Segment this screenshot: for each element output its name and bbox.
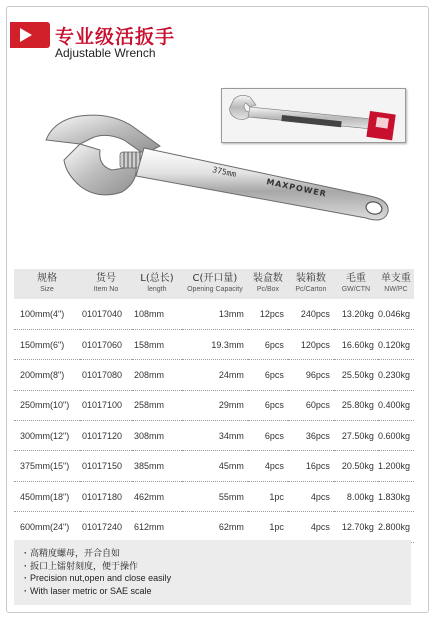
table-cell: 01017060 — [80, 329, 132, 359]
table-cell: 258mm — [132, 390, 182, 420]
column-header — [334, 269, 378, 299]
table-cell: 96pcs — [288, 360, 334, 390]
table-cell: 200mm(8") — [14, 360, 80, 390]
features-panel — [14, 540, 411, 605]
table-cell: 25.80kg — [334, 390, 378, 420]
table-row — [14, 390, 414, 420]
table-row — [14, 329, 414, 359]
table-cell: 16pcs — [288, 451, 334, 481]
table-cell: 450mm(18") — [14, 481, 80, 511]
table-cell: 0.400kg — [378, 390, 414, 420]
column-header-cn: 规格 — [36, 273, 57, 284]
table-cell: 100mm(4") — [14, 299, 80, 329]
table-row — [14, 421, 414, 451]
table-cell: 300mm(12") — [14, 421, 80, 451]
table-cell: 6pcs — [248, 329, 288, 359]
table-cell: 12pcs — [248, 299, 288, 329]
table-cell: 13.20kg — [334, 299, 378, 329]
bullet-icon: · — [24, 585, 27, 596]
table-cell: 16.60kg — [334, 329, 378, 359]
table-cell: 01017100 — [80, 390, 132, 420]
table-cell: 0.230kg — [378, 360, 414, 390]
feature-text: 高精度螺母，开合自如 — [30, 548, 121, 558]
feature-text: Precision nut,open and close easily — [30, 573, 172, 583]
table-cell: 8.00kg — [334, 481, 378, 511]
bullet-icon: · — [24, 560, 27, 571]
table-cell: 250mm(10") — [14, 390, 80, 420]
table-cell: 1pc — [248, 481, 288, 511]
table-cell: 150mm(6") — [14, 329, 80, 359]
column-header-en: NW/PC — [384, 286, 408, 293]
table-cell: 12.70kg — [334, 512, 378, 542]
table-cell: 240pcs — [288, 299, 334, 329]
table-cell: 34mm — [182, 421, 248, 451]
table-cell: 375mm(15") — [14, 451, 80, 481]
spec-table — [14, 269, 414, 543]
feature-text: 扳口上镭射刻度，便于操作 — [30, 560, 139, 571]
table-cell: 4pcs — [288, 481, 334, 511]
table-cell: 01017040 — [80, 299, 132, 329]
column-header-cn: L(总长) — [140, 273, 174, 284]
table-cell: 01017080 — [80, 360, 132, 390]
table-cell: 24mm — [182, 360, 248, 390]
table-cell: 4pcs — [248, 451, 288, 481]
feature-item — [24, 572, 401, 585]
table-cell: 308mm — [132, 421, 182, 451]
feature-item — [24, 547, 401, 560]
table-cell: 1pc — [248, 512, 288, 542]
table-cell: 0.600kg — [378, 421, 414, 451]
table-cell: 45mm — [182, 451, 248, 481]
column-header — [132, 269, 182, 299]
feature-item — [24, 585, 401, 598]
column-header-en: Pc/Carton — [295, 286, 327, 293]
table-row — [14, 360, 414, 390]
column-header — [378, 269, 414, 299]
table-cell: 0.120kg — [378, 329, 414, 359]
column-header-cn: 单支重 — [380, 273, 411, 284]
feature-item — [24, 560, 401, 573]
adjustable-wrench-icon — [40, 100, 410, 240]
column-header-cn: C(开口量) — [192, 273, 238, 284]
brand-marking: MAXPOWER — [265, 177, 328, 199]
table-cell: 01017180 — [80, 481, 132, 511]
table-cell: 01017240 — [80, 512, 132, 542]
table-cell: 01017150 — [80, 451, 132, 481]
column-header-en: Pc/Box — [256, 286, 280, 293]
column-header — [248, 269, 288, 299]
table-cell: 4pcs — [288, 512, 334, 542]
spec-table-header — [14, 269, 414, 299]
table-cell: 55mm — [182, 481, 248, 511]
table-cell: 6pcs — [248, 360, 288, 390]
column-header-cn: 装盒数 — [252, 273, 283, 284]
table-cell: 2.800kg — [378, 512, 414, 542]
bullet-icon: · — [24, 548, 27, 558]
column-header — [182, 269, 248, 299]
table-cell: 600mm(24") — [14, 512, 80, 542]
table-cell: 0.046kg — [378, 299, 414, 329]
table-row — [14, 512, 414, 542]
table-cell: 462mm — [132, 481, 182, 511]
table-cell: 36pcs — [288, 421, 334, 451]
table-cell: 158mm — [132, 329, 182, 359]
column-header — [80, 269, 132, 299]
title-english: Adjustable Wrench — [55, 46, 156, 60]
table-cell: 208mm — [132, 360, 182, 390]
table-cell: 60pcs — [288, 390, 334, 420]
column-header-en: Size — [40, 286, 54, 293]
title-chinese: 专业级活扳手 — [55, 26, 176, 48]
feature-text: With laser metric or SAE scale — [30, 585, 152, 596]
spec-table-body — [14, 299, 414, 542]
column-header-en: Opening Capacity — [187, 286, 243, 293]
table-cell: 25.50kg — [334, 360, 378, 390]
column-header-cn: 货号 — [95, 273, 116, 284]
size-marking: 375mm — [211, 165, 238, 179]
column-header-cn: 毛重 — [345, 273, 366, 284]
table-cell: 01017120 — [80, 421, 132, 451]
header-tab — [10, 22, 50, 48]
column-header-cn: 装箱数 — [295, 273, 326, 284]
column-header-en: GW/CTN — [341, 286, 371, 293]
table-cell: 6pcs — [248, 390, 288, 420]
column-header — [14, 269, 80, 299]
table-row — [14, 451, 414, 481]
table-cell: 20.50kg — [334, 451, 378, 481]
table-cell: 120pcs — [288, 329, 334, 359]
table-cell: 385mm — [132, 451, 182, 481]
table-row — [14, 299, 414, 329]
table-cell: 27.50kg — [334, 421, 378, 451]
table-cell: 29mm — [182, 390, 248, 420]
arrow-right-icon — [20, 28, 32, 42]
table-cell: 1.830kg — [378, 481, 414, 511]
table-cell: 19.3mm — [182, 329, 248, 359]
header-row — [14, 269, 414, 299]
table-cell: 62mm — [182, 512, 248, 542]
column-header-en: length — [147, 286, 167, 293]
column-header — [288, 269, 334, 299]
table-cell: 13mm — [182, 299, 248, 329]
table-cell: 612mm — [132, 512, 182, 542]
table-cell: 6pcs — [248, 421, 288, 451]
bullet-icon: · — [24, 573, 27, 583]
table-cell: 1.200kg — [378, 451, 414, 481]
table-row — [14, 481, 414, 511]
wrench-image — [40, 100, 410, 240]
table-cell: 108mm — [132, 299, 182, 329]
column-header-en: Item No — [93, 286, 119, 293]
